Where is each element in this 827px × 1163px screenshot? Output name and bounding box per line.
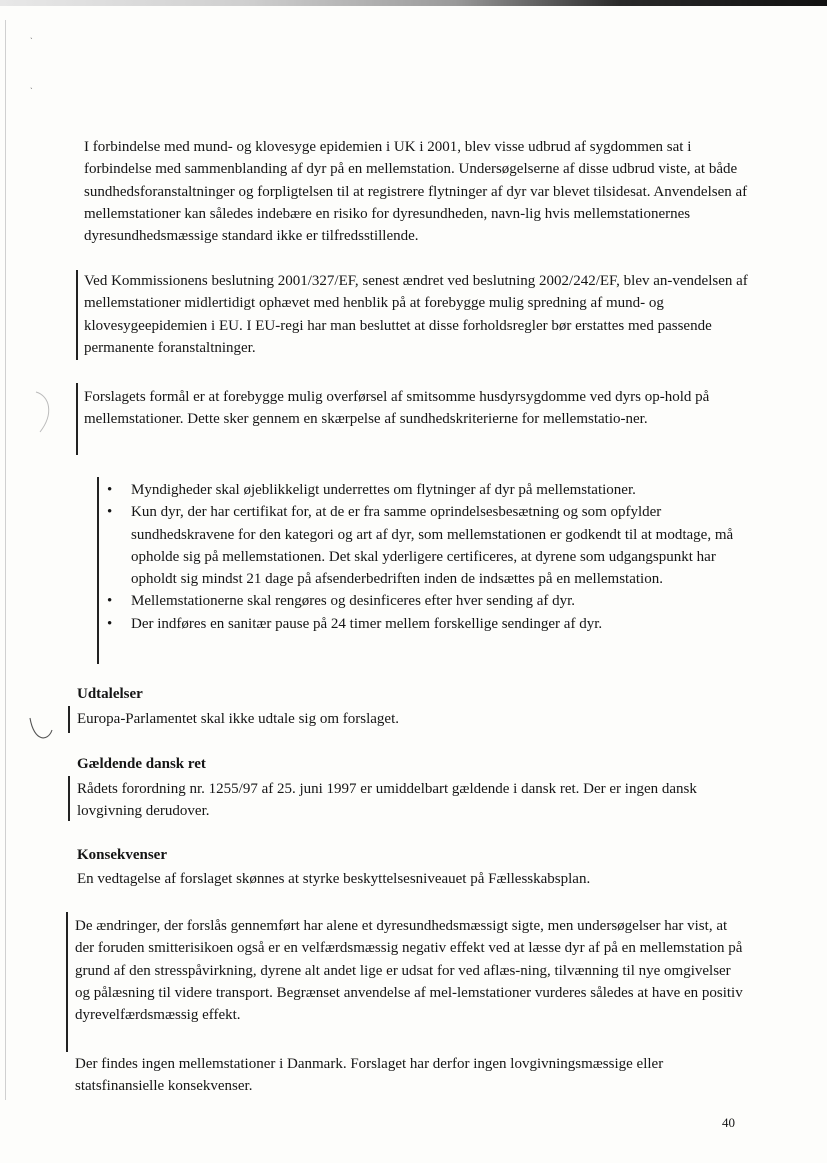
list-item: [107, 613, 752, 635]
scan-speck: ˏ: [30, 30, 33, 39]
section-heading-udtalelser: Udtalelser: [77, 686, 143, 702]
bullet-icon: •: [107, 482, 113, 498]
decision-paragraph: Ved Kommissionens beslutning 2001/327/EF, senest ændret ved beslutning 2002/242/EF, blev an-vendelsen af mellemstationer midlertidigt ophævet med henblik på at forebygge mulig spredning af mund- og klovesygeepidemien i EU. I EU-regi har man besluttet at disse forholdsregler bør erstattes med passende permanente foranstaltninger.: [84, 273, 748, 356]
bullet-icon: •: [107, 615, 113, 632]
scan-top-edge: [0, 0, 827, 6]
list-item-text: Myndigheder skal øjeblikkeligt underrettes om flytninger af dyr på mellemstationer.: [131, 482, 636, 498]
list-item-text: Der indføres en sanitær pause på 24 timer mellem forskellige sendinger af dyr.: [131, 615, 603, 632]
scan-left-edge: [5, 20, 6, 1100]
section-heading-gaeldende: Gældende dansk ret: [77, 756, 206, 772]
change-bar: [76, 383, 78, 455]
margin-pencil-mark: [26, 712, 56, 746]
gaeldende-text: Rådets forordning nr. 1255/97 af 25. juni 1997 er umiddelbart gældende i dansk ret. Der er ingen dansk lovgivning derudover.: [77, 781, 697, 820]
bullet-icon: •: [107, 504, 113, 521]
margin-pencil-mark: [28, 388, 58, 438]
intro-paragraph: I forbindelse med mund- og klovesyge epidemien i UK i 2001, blev visse udbrud af sygdommen sat i forbindelse med sammenblanding af dyr på en mellemstation. Undersøgelserne af disse udbrud viste, at både sundhedsforanstaltninger og forpligtelsen til at registrere flytninger af dyr var blevet tilsidesat. Anvendelsen af mellemstationer kan således indebære en risiko for dyresundheden, navn-lig hvis mellemstationernes dyresundhedsmæssige standard ikke er tilfredsstillende.: [84, 139, 748, 245]
list-item-text: Kun dyr, der har certifikat for, at de er fra samme oprindelsesbesætning og som opfylder sundhedskravene for den kategori og art af dyr, som mellemstationen er godkendt til at modtage, må opholde sig på mellemstationen. Det skal yderligere certificeres, at dyrene som udgangspunkt har opholdt sig mindst 21 dage på afsenderbedriften inden de indsættes på en mellemstation.: [131, 504, 734, 588]
konsekvenser-text-1: En vedtagelse af forslaget skønnes at styrke beskyttelsesniveauet på Fællesskabsplan.: [77, 871, 591, 887]
change-bar: [68, 706, 70, 733]
list-item: [107, 590, 752, 612]
udtalelser-text: Europa-Parlamentet skal ikke udtale sig om forslaget.: [77, 711, 399, 727]
change-bar: [66, 912, 68, 1052]
konsekvenser-text-3: Der findes ingen mellemstationer i Danmark. Forslaget har derfor ingen lovgivningsmæssige eller statsfinansielle konsekvenser.: [75, 1056, 664, 1095]
requirements-list: [107, 479, 752, 635]
page-number: 40: [722, 1115, 735, 1130]
list-item: [107, 501, 752, 590]
section-heading-konsekvenser: Konsekvenser: [77, 847, 167, 863]
change-bar: [76, 270, 78, 360]
konsekvenser-text-2: De ændringer, der forslås gennemført har alene et dyresundhedsmæssigt sigte, men undersøgelser har vist, at der foruden smitterisikoen også er en velfærdsmæssig negativ effekt ved at læsse dyr af på en mellemstation på grund af den stresspåvirkning, dyrene alt andet lige er udsat for ved aflæs-ning, tilvænning til nye omgivelser og pålæsning til videre transport. Begrænset anvendelse af mel-lemstationer vurderes således at have en positiv dyrevelfærdsmæssig effekt.: [75, 918, 743, 1024]
change-bar: [68, 776, 70, 821]
bullet-icon: •: [107, 593, 113, 610]
change-bar: [97, 477, 99, 664]
scan-speck: ˎ: [30, 80, 33, 89]
purpose-paragraph: Forslagets formål er at forebygge mulig overførsel af smitsomme husdyrsygdomme ved dyrs op-hold på mellemstationer. Dette sker gennem en skærpelse af sundhedskriterierne for mellemstatio-ner.: [84, 389, 710, 428]
list-item: [107, 479, 752, 501]
list-item-text: Mellemstationerne skal rengøres og desinficeres efter hver sending af dyr.: [131, 593, 576, 610]
